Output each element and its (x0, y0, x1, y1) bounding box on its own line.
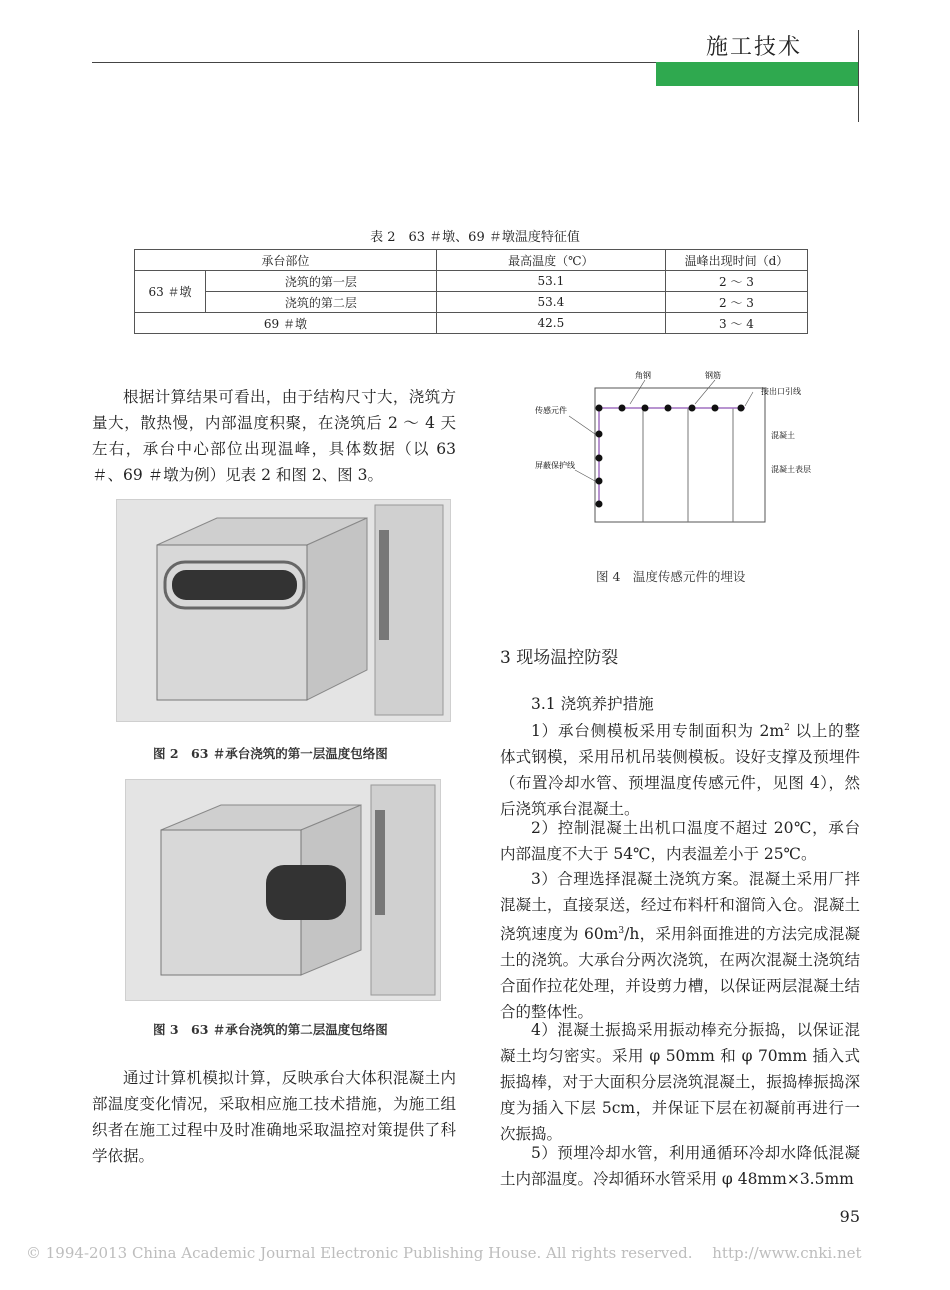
label-concrete: 混凝土 (771, 431, 795, 440)
figure-3-image (125, 779, 441, 1001)
header-accent-bar (656, 62, 858, 86)
item-text: 以上的整体式钢模，采用吊机吊装侧模板。设好支撑及预埋件（布置冷却水管、预埋温度传感元件，见图 4），然后浇筑承台混凝土。 (500, 722, 860, 819)
superscript: 2 (784, 723, 790, 733)
table-cell: 2 ～ 3 (665, 292, 807, 313)
journal-section-title: 施工技术 (705, 35, 802, 60)
list-item (500, 866, 860, 1025)
superscript: 3 (618, 926, 625, 936)
table-header-row (135, 250, 808, 271)
table-group-cell: 63 ＃墩 (135, 271, 206, 313)
label-concrete-surface: 混凝土表层 (771, 465, 811, 474)
item-text: 1）承台侧模板采用专制面积为 2m (531, 722, 785, 741)
table-cell: 3 ～ 4 (665, 313, 807, 334)
table-row (135, 313, 808, 334)
label-sensor: 传感元件 (535, 406, 567, 415)
subsection-title: 3.1 浇筑养护措施 (531, 695, 654, 713)
list-item: 5）预埋冷却水管，利用通循环冷却水降低混凝土内部温度。冷却循环水管采用 φ 48mm×3.5mm (500, 1144, 860, 1188)
figure-3-caption: 图 3 63 ＃承台浇筑的第二层温度包络图 (153, 1022, 388, 1037)
table-caption: 表 2 63 ＃墩、69 ＃墩温度特征值 (370, 230, 580, 245)
page-number: 95 (839, 1207, 860, 1226)
table-cell: 浇筑的第二层 (206, 292, 437, 313)
item-text: 3）合理选择混凝土浇筑方案。混凝土采用厂拌混凝土，直接泵送，经过布料杆和溜筒入仓。混凝土浇筑速度为 60m (500, 870, 860, 944)
body-paragraph: 根据计算结果可看出，由于结构尺寸大，浇筑方量大，散热慢，内部温度积聚，在浇筑后 2 ～ 4 天左右，承台中心部位出现温峰，具体数据（以 63 ＃、69 ＃墩为例）见表 2 和图 2、图 3。 (92, 388, 456, 484)
table-header-cell: 最高温度（℃） (436, 250, 665, 271)
table-row (135, 292, 808, 313)
body-paragraph: 通过计算机模拟计算，反映承台大体积混凝土内部温度变化情况，采取相应施工技术措施，为施工组织者在施工过程中及时准确地采取温控对策提供了科学依据。 (92, 1069, 456, 1165)
table-row (135, 271, 808, 292)
table-header-cell: 承台部位 (135, 250, 437, 271)
list-item: 2）控制混凝土出机口温度不超过 20℃，承台内部温度不大于 54℃，内表温差小于 25℃。 (500, 819, 860, 863)
table-cell: 2 ～ 3 (665, 271, 807, 292)
label-angle-steel: 角钢 (635, 371, 651, 380)
figure-2-caption: 图 2 63 ＃承台浇筑的第一层温度包络图 (153, 746, 388, 761)
list-item: 4）混凝土振捣采用振动棒充分振捣，以保证混凝土均匀密实。采用 φ 50mm 和 φ 70mm 插入式振捣棒，对于大面积分层浇筑混凝土，振捣棒振捣深度为插入下层 5cm，并保证下层在初凝前再进行一次振捣。 (500, 1021, 860, 1143)
figure-2-image (116, 499, 451, 722)
item-text: /h，采用斜面推进的方法完成混凝土的浇筑。大承台分两次浇筑，在两次混凝土浇筑结合面作拉花处理，并设剪力槽，以保证两层混凝土结合的整体性。 (500, 925, 860, 1022)
table-cell: 69 ＃墩 (135, 313, 437, 334)
temperature-table (134, 249, 808, 334)
table-cell: 浇筑的第一层 (206, 271, 437, 292)
copyright-footer: © 1994-2013 China Academic Journal Electronic Publishing House. All rights reserved. http://www.cnki.net (26, 1244, 862, 1262)
list-item (500, 715, 860, 822)
label-shield-wire: 屏蔽保护线 (535, 461, 575, 470)
table-cell: 53.4 (436, 292, 665, 313)
table-cell: 53.1 (436, 271, 665, 292)
figure-4-caption: 图 4 温度传感元件的埋设 (596, 569, 746, 584)
figure-4-diagram (535, 366, 825, 536)
section-title: 3 现场温控防裂 (500, 648, 619, 668)
label-rebar: 钢筋 (705, 371, 721, 380)
label-lead-out: 接出口引线 (761, 387, 801, 396)
header-vertical-rule (858, 30, 859, 122)
table-cell: 42.5 (436, 313, 665, 334)
table-header-cell: 温峰出现时间（d） (665, 250, 807, 271)
